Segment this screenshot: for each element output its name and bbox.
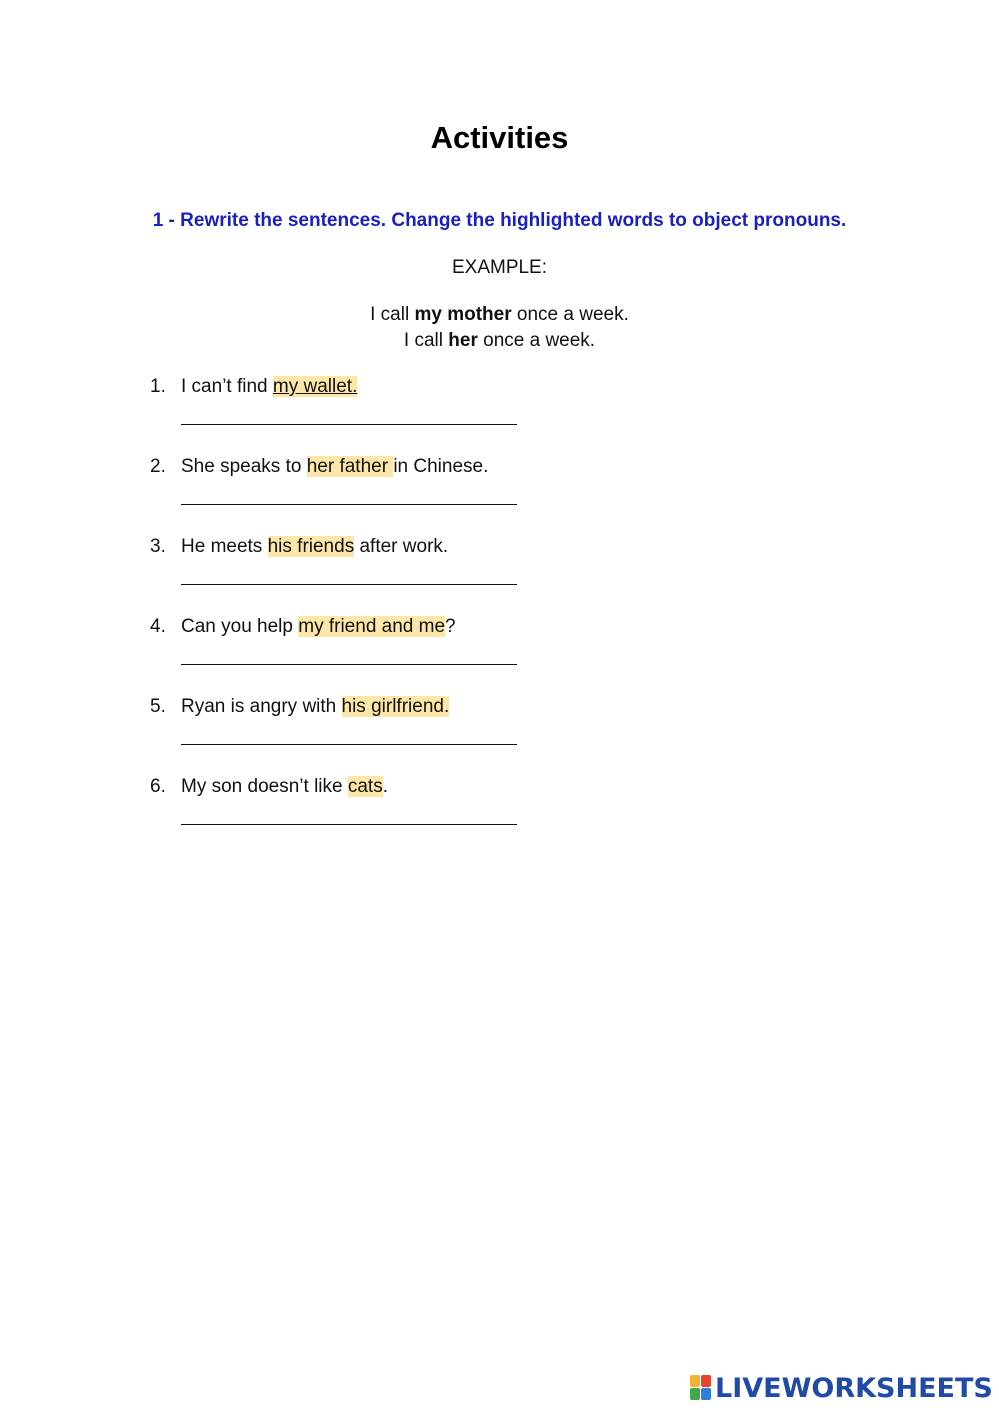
logo-text: LIVEWORKSHEETS <box>715 1372 993 1404</box>
exercise-item <box>150 456 750 536</box>
exercise-list <box>150 376 750 856</box>
exercise-item <box>150 616 750 696</box>
example-heading: EXAMPLE: <box>451 257 548 278</box>
item-sentence <box>181 696 449 718</box>
exercise-item <box>150 696 750 776</box>
answer-blank[interactable] <box>181 584 517 585</box>
example-bold-pronoun: her <box>448 330 478 351</box>
item-number: 6. <box>150 776 166 797</box>
example-before: I call <box>370 304 415 325</box>
sentence-before: He meets <box>181 536 268 557</box>
item-number: 3. <box>150 536 166 557</box>
item-sentence <box>181 776 388 798</box>
highlighted-words: my wallet. <box>272 376 358 397</box>
sentence-before: Ryan is angry with <box>181 696 342 717</box>
answer-blank[interactable] <box>181 504 517 505</box>
item-sentence <box>181 616 456 638</box>
item-number: 4. <box>150 616 166 637</box>
item-number: 2. <box>150 456 166 477</box>
sentence-after: ? <box>445 616 456 637</box>
item-number: 5. <box>150 696 166 717</box>
answer-blank[interactable] <box>181 744 517 745</box>
highlighted-words: his girlfriend. <box>341 696 450 717</box>
example-before: I call <box>403 330 449 351</box>
sentence-after: in Chinese. <box>393 456 489 477</box>
answer-blank[interactable] <box>181 424 517 425</box>
sentence-before: I can’t find <box>181 376 273 397</box>
sentence-after: after work. <box>354 536 449 557</box>
exercise-instruction: 1 - Rewrite the sentences. Change the highlighted words to object pronouns. <box>152 210 847 231</box>
example-sentence-rewritten <box>0 330 999 352</box>
exercise-item <box>150 376 750 456</box>
sentence-before: She speaks to <box>181 456 307 477</box>
page-title: Activities <box>430 120 569 155</box>
highlighted-words: his friends <box>267 536 355 557</box>
example-bold-phrase: my mother <box>414 304 512 325</box>
answer-blank[interactable] <box>181 824 517 825</box>
item-sentence <box>181 536 448 558</box>
item-sentence <box>181 376 357 398</box>
example-sentence-original <box>0 304 999 326</box>
example-after: once a week. <box>477 330 596 351</box>
highlighted-words: her father <box>306 456 394 477</box>
liveworksheets-logo-icon <box>690 1375 712 1401</box>
example-after: once a week. <box>511 304 629 325</box>
sentence-after: . <box>382 776 388 797</box>
highlighted-words: my friend and me <box>298 616 446 637</box>
item-sentence <box>181 456 488 478</box>
answer-blank[interactable] <box>181 664 517 665</box>
exercise-item <box>150 536 750 616</box>
sentence-before: My son doesn’t like <box>181 776 348 797</box>
sentence-before: Can you help <box>181 616 299 637</box>
exercise-item <box>150 776 750 856</box>
highlighted-words: cats <box>347 776 383 797</box>
liveworksheets-logo <box>690 1372 993 1404</box>
item-number: 1. <box>150 376 166 397</box>
